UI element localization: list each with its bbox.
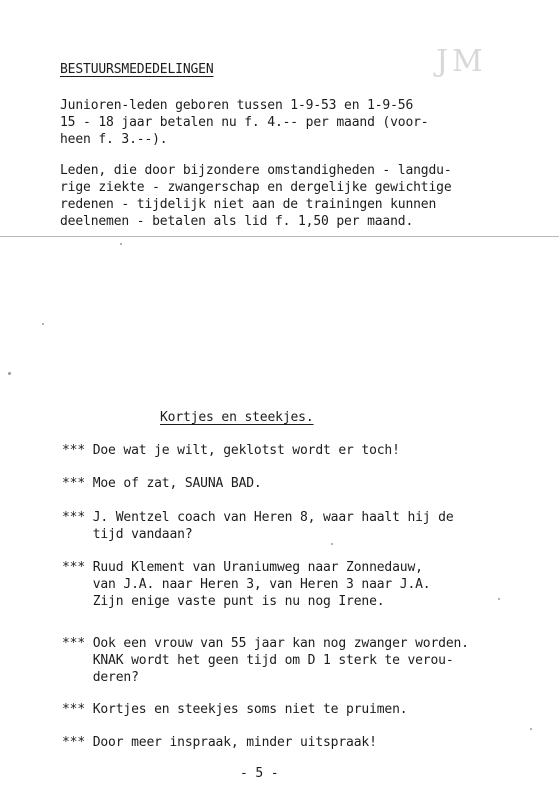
scan-speck [120, 243, 122, 245]
bulletin-p2-line-3: redenen - tijdelijk niet aan de trainingen kunnen [60, 197, 437, 212]
bulletin-p1-line-1: Junioren-leden geboren tussen 1-9-53 en 1-9-56 [60, 98, 414, 113]
scan-speck [498, 598, 500, 600]
bulletin-p2-line-4: deelnemen - betalen als lid f. 1,50 per maand. [60, 214, 414, 229]
item-4-line-2: van J.A. naar Heren 3, van Heren 3 naar J.A. [62, 577, 431, 592]
item-3-line-1: *** J. Wentzel coach van Heren 8, waar haalt hij de [62, 510, 454, 525]
page-number: - 5 - [240, 766, 279, 781]
item-6-line-1: *** Kortjes en steekjes soms niet te pruimen. [62, 702, 408, 717]
item-4-line-1: *** Ruud Klement van Uraniumweg naar Zonnedauw, [62, 560, 423, 575]
faded-stamp-mark: JM [436, 44, 487, 79]
bulletin-heading: BESTUURSMEDEDELINGEN [60, 62, 214, 77]
item-5-line-3: deren? [62, 670, 139, 685]
item-3-line-2: tijd vandaan? [62, 527, 193, 542]
bulletin-p2-line-2: rige ziekte - zwangerschap en dergelijke gewichtige [60, 180, 452, 195]
page-fold-line [0, 236, 559, 237]
section-title: Kortjes en steekjes. [160, 410, 314, 425]
bulletin-p1-line-3: heen f. 3.--). [60, 132, 168, 147]
item-2-line-1: *** Moe of zat, SAUNA BAD. [62, 476, 262, 491]
scan-speck [530, 728, 532, 730]
item-4-line-3: Zijn enige vaste punt is nu nog Irene. [62, 594, 385, 609]
bulletin-p1-line-2: 15 - 18 jaar betalen nu f. 4.-- per maand (voor- [60, 115, 429, 130]
item-5-line-2: KNAK wordt het geen tijd om D 1 sterk te verou- [62, 653, 454, 668]
scan-speck [331, 543, 333, 545]
item-7-line-1: *** Door meer inspraak, minder uitspraak! [62, 735, 377, 750]
scan-speck [42, 323, 44, 325]
item-1-line-1: *** Doe wat je wilt, geklotst wordt er toch! [62, 443, 400, 458]
bulletin-p2-line-1: Leden, die door bijzondere omstandigheden - langdu- [60, 163, 452, 178]
item-5-line-1: *** Ook een vrouw van 55 jaar kan nog zwanger worden. [62, 636, 469, 651]
scan-speck [8, 372, 11, 375]
